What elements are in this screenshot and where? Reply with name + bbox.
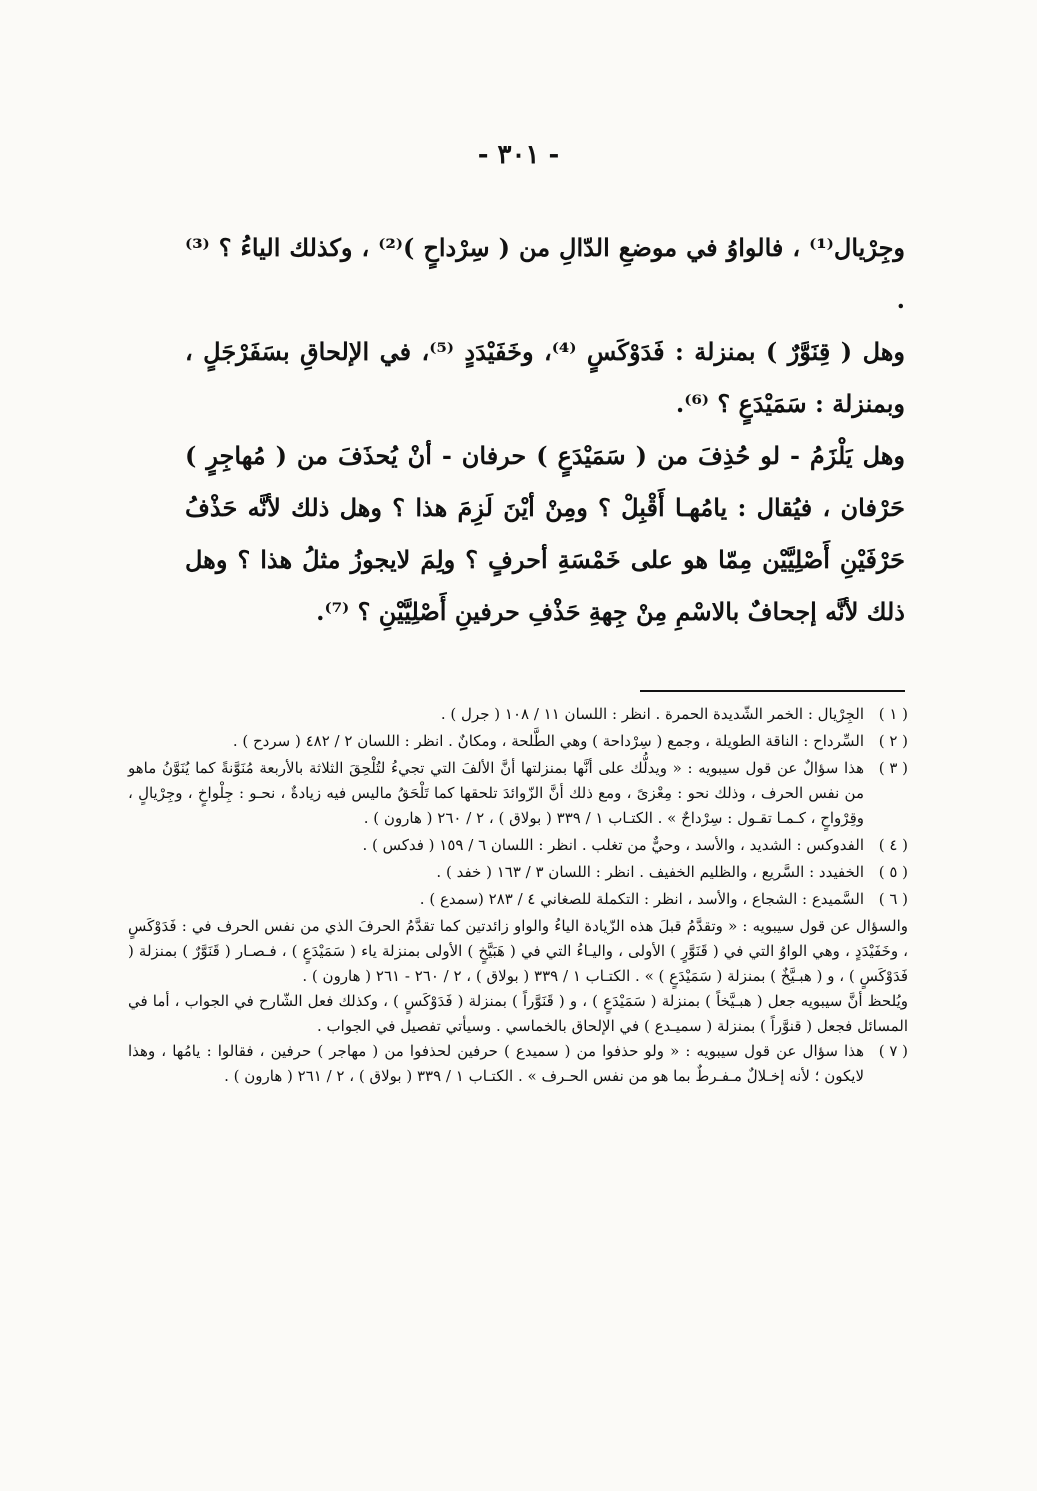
footnote [128,860,908,885]
footnote-separator [640,690,905,692]
footnote-number: ( ٧ ) [878,1042,908,1060]
footnote-continuation: ويُلحظ أنَّ سيبويه جعل ( هبـيَّخاً ) بمنزلة ( سَمَيْدَعٍ ) ، و ( قَنَوَّراً ) بمنزلة ( فَدَوْكَسٍ ) ، وكذلك فعل الشّارح في الجواب ، أما في المسائل فجعل ( قنوَّراً ) بمنزلة ( سميـدع ) في الإلحاق بالخماسي . وسيأتي تفصيل في الجواب . [128,992,908,1035]
footnote-text: السِّرداح : الناقة الطويلة ، وجمع ( سِرْداحة ) وهي الطَّلحة ، ومكانٌ . انظر : اللسان ٢ / ٤٨٢ ( سردح ) . [232,732,864,750]
footnote-continuation: والسؤال عن قول سيبويه : « وتقدَّمُ قبلَ هذه الزّيادة الياءُ والواو زائدتين كما تقدَّمُ الحرفَ الذي من نفس الحرف في : فَدَوْكَسٍ ، وخَفَيْدَدٍ ، وهي الواوُ التي في ( قَنَوَّرٍ ) الأولى ، واليـاءُ التي في ( هَبَيَّخٍ ) الأولى بمنزلة ياء ( سَمَيْدَعٍ ) ، فـصـار ( قَنَوَّرٌ ) بمنزلة ( فَدَوْكَسٍ ) ، و ( هبـيَّخٌ ) بمنزلة ( سَمَيْدَعٍ ) » . الكتـاب ١ / ٣٣٩ ( بولاق ) ، ٢ / ٢٦٠ - ٢٦١ ( هارون ) . [128,917,908,985]
main-paragraph: وهل ( قِنَوَّرٌ ) بمنزلة : فَدَوْكَسٍ ⁽⁴⁾، وخَفَيْدَدٍ ⁽⁵⁾، في الإلحاقِ بسَفَرْجَلٍ ، وبمنزلة : سَمَيْدَعٍ ؟ ⁽⁶⁾. [185,337,905,418]
footnote [128,756,908,831]
footnote-text: السَّميدع : الشجاع ، والأسد ، انظر : التكملة للصغاني ٤ / ٢٨٣ (سمدع ) . [419,890,864,908]
footnote [128,833,908,858]
footnote [128,702,908,727]
footnote [128,1039,908,1089]
main-paragraph: وهل يَلْزَمُ - لو حُذِفَ من ( سَمَيْدَعٍ ) حرفان - أنْ يُحذَفَ من ( مُهاجِرٍ ) حَرْفان ، فيُقال : يامُهـا أَقْبِلْ ؟ ومِنْ أيْنَ لَزِمَ هذا ؟ وهل ذلك لأنَّه حَذْفُ حَرْفَيْنِ أَصْلِيَّيْن مِمّا هو على خَمْسَةِ أحرفٍ ؟ ولِمَ لايجوزُ مثلُ هذا ؟ وهل ذلك لأنَّه إجحافٌ بالاسْمِ مِنْ جِهةِ حَذْفِ حرفينِ أَصْلِيَّيْنِ ؟ ⁽⁷⁾. [185,441,905,626]
footnote-number: ( ٥ ) [878,863,908,881]
footnote [128,729,908,754]
footnote-number: ( ٣ ) [878,759,908,777]
footnote-number: ( ٤ ) [878,836,908,854]
page-number: - ٣٠١ - [477,140,560,170]
footnote [128,887,908,912]
footnote-text: الفدوكس : الشديد ، والأسد ، وحيٌّ من تغلب . انظر : اللسان ٦ / ١٥٩ ( فدكس ) . [362,836,864,854]
main-paragraph: وجِرْيال⁽¹⁾ ، فالواوُ في موضعِ الدّالِ من ( سِرْداحٍ )⁽²⁾ ، وكذلك الياءُ ؟ ⁽³⁾ . [185,233,905,314]
footnote-number: ( ٢ ) [878,732,908,750]
footnotes [128,702,908,1091]
footnote-text: هذا سؤالٌ عن قول سيبويه : « ويدلُّك على أنَّها بمنزلتها أنَّ الألفَ التي تجيءُ لتُلْحِقَ الثلاثة بالأربعة مُنَوَّنةً كما يُنَوَّنُ ماهو من نفس الحرف ، وذلك نحو : مِعْزىً ، ومع ذلك أنَّ الزّوائدَ تلحقها كما تَلْحَقُ ماليس فيه زيادةٌ ، نحـو : جِلْواخٍ ، وجِرْيالٍ ، وقِرْواحٍ ، كـمـا تقـول : سِرْداحٌ » . الكتـاب ١ / ٣٣٩ ( بولاق ) ، ٢ / ٢٦٠ ( هارون ) . [128,759,864,827]
footnote-text: الخفيدد : السَّريع ، والظليم الخفيف . انظر : اللسان ٣ / ١٦٣ ( خفد ) . [436,863,864,881]
footnote-text: هذا سؤال عن قول سيبويه : « ولو حذفوا من ( سميدع ) حرفين لحذفوا من ( مهاجر ) حرفين ، فقالوا : يامُها ، وهذا لايكون ؛ لأنه إخـلالٌ مـفـرطٌ بما هو من نفس الحـرف » . الكتـاب ١ / ٣٣٩ ( بولاق ) ، ٢ / ٢٦١ ( هارون ) . [128,1042,864,1085]
footnote-number: ( ٦ ) [878,890,908,908]
main-text [185,222,905,638]
footnote-number: ( ١ ) [878,705,908,723]
footnote-text: الجِرْيال : الخمر الشّديدة الحمرة . انظر : اللسان ١١ / ١٠٨ ( جرل ) . [440,705,864,723]
